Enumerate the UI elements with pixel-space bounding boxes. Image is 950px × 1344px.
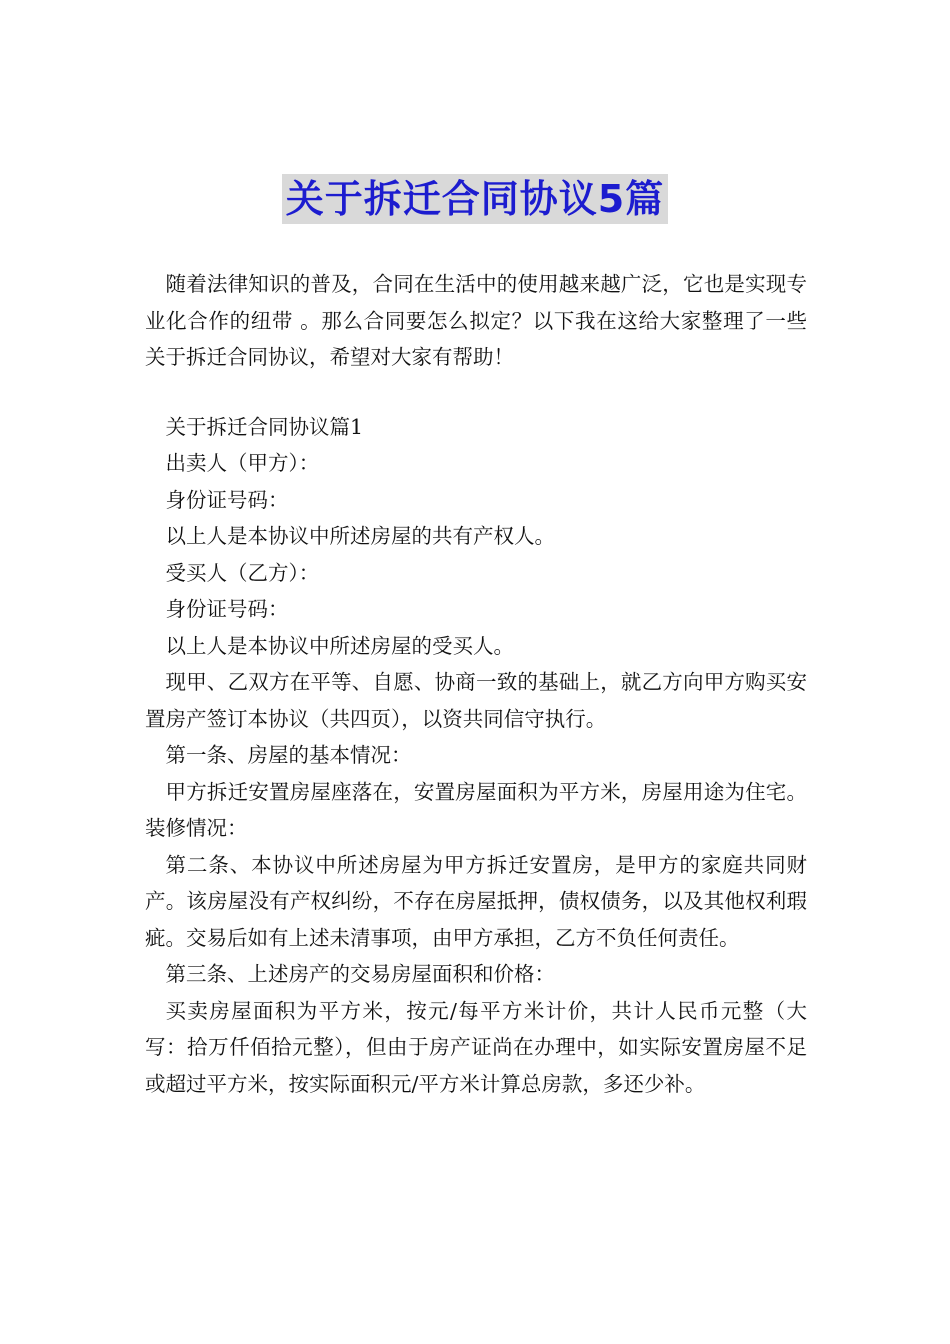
article-3-heading: 第三条、上述房产的交易房屋面积和价格： xyxy=(165,962,555,986)
article-1-body: 甲方拆迁安置房屋座落在，安置房屋面积为平方米，房屋用途为住宅。装修情况： xyxy=(145,779,807,840)
buyer-statement: 以上人是本协议中所述房屋的受买人。 xyxy=(165,633,514,658)
buyer-id-label: 身份证号码： xyxy=(165,597,289,621)
seller-label: 出卖人（甲方）： xyxy=(165,451,320,475)
seller-id-label: 身份证号码： xyxy=(165,487,289,512)
agreement-preamble: 现甲、乙双方在平等、自愿、协商一致的基础上，就乙方向甲方购买安置房产签订本协议（共四页），以资共同信守执行。 xyxy=(145,670,807,731)
title-container xyxy=(0,174,950,224)
intro-paragraph: 随着法律知识的普及，合同在生活中的使用越来越广泛，它也是实现专业化合作的纽带 。那么合同要怎么拟定？以下我在这给大家整理了一些关于拆迁合同协议，希望对大家有帮助！ xyxy=(145,272,807,369)
buyer-label: 受买人（乙方）： xyxy=(165,560,320,585)
article-3-body: 买卖房屋面积为平方米，按元/每平方米计价，共计人民币元整（大写：拾万仟佰拾元整），但由于房产证尚在办理中，如实际安置房屋不足或超过平方米，按实际面积元/平方米计算总房款，多还少补。 xyxy=(145,998,807,1096)
seller-statement: 以上人是本协议中所述房屋的共有产权人。 xyxy=(165,524,555,548)
article-2-body: 第二条、本协议中所述房屋为甲方拆迁安置房，是甲方的家庭共同财产。该房屋没有产权纠纷，不存在房屋抵押，债权债务，以及其他权利瑕疵。交易后如有上述未清事项，由甲方承担，乙方不负任何责任。 xyxy=(145,852,807,950)
document-body xyxy=(145,266,807,1102)
section-heading-part1: 关于拆迁合同协议篇1 xyxy=(165,414,364,439)
document-title: 关于拆迁合同协议5篇 xyxy=(282,174,668,224)
article-1-heading: 第一条、房屋的基本情况： xyxy=(165,743,412,767)
